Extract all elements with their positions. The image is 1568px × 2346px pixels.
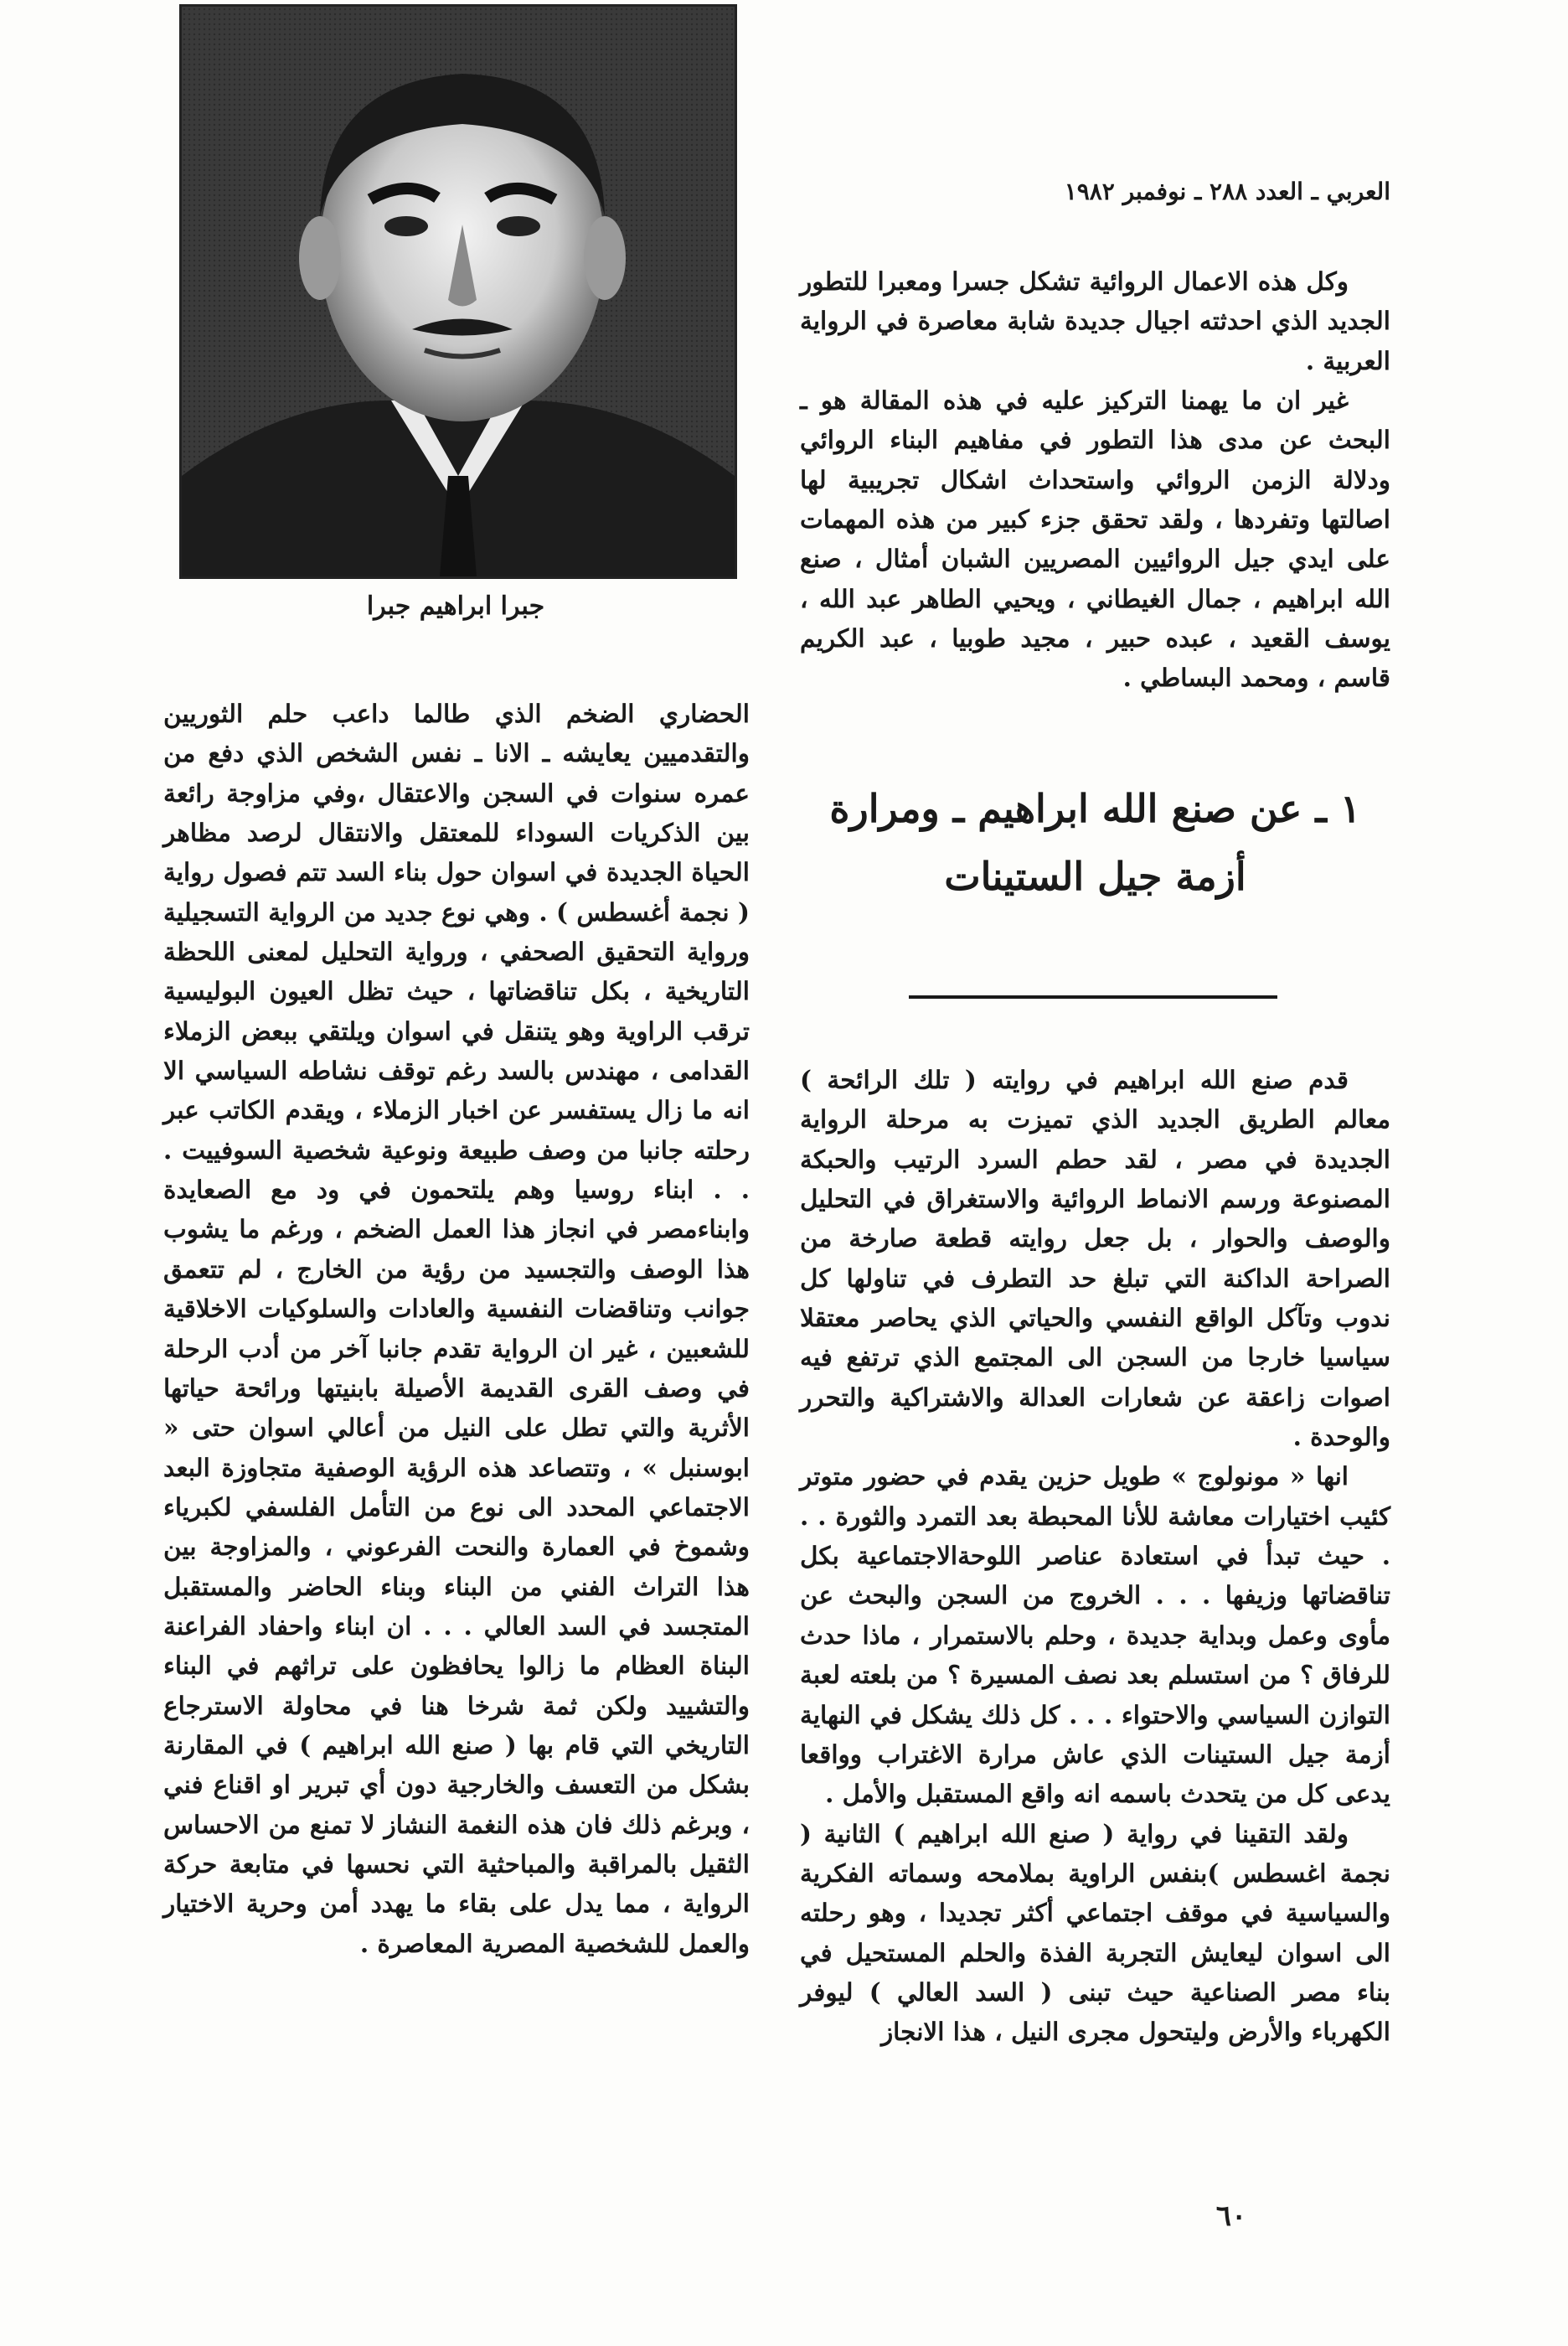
issue-header: العربي ـ العدد ٢٨٨ ـ نوفمبر ١٩٨٢ bbox=[1064, 178, 1390, 205]
author-photo bbox=[179, 4, 737, 579]
body-paragraph: قدم صنع الله ابراهيم في روايته ( تلك الرائحة ) معالم الطريق الجديد الذي تميزت به مرحلة الرواية الجديدة في مصر ، لقد حطم السرد الرتيب والحبكة المصنوعة ورسم الانماط الروائية والاستغراق في التحليل والوصف والحوار ، بل جعل روايته قطعة صارخة من الصراحة الداكنة التي تبلغ حد التطرف في تناولها كل ندوب وتآكل الواقع النفسي والحياتي الذي يحاصر معتقلا سياسيا خارجا من السجن الى المجتمع الذي ترتفع فيه اصوات زاعقة عن شعارات العدالة والاشتراكية والتحرر والوحدة . bbox=[800, 1065, 1390, 1452]
right-column-intro bbox=[800, 261, 1390, 698]
photo-caption: جبرا ابراهيم جبرا bbox=[366, 592, 545, 621]
right-column-body bbox=[800, 1060, 1390, 2052]
intro-paragraph: غير ان ما يهمنا التركيز عليه في هذه المقالة هو ـ البحث عن مدى هذا التطور في مفاهيم البناء الروائي ودلالة الزمن الروائي واستحداث اشكال تجريبية لها اصالتها وتفردها ، ولقد تحقق جزء كبير من هذه المهمات على ايدي جيل الروائيين المصريين الشبان أمثال ، صنع الله ابراهيم ، جمال الغيطاني ، ويحيي الطاهر عبد الله ، يوسف القعيد ، عبده حبير ، مجيد طوبيا ، عبد الكريم قاسم ، ومحمد البساطي . bbox=[800, 385, 1390, 693]
heading-divider bbox=[909, 995, 1277, 999]
page-number: ٦٠ bbox=[1215, 2199, 1247, 2233]
intro-paragraph: وكل هذه الاعمال الروائية تشكل جسرا ومعبرا للتطور الجديد الذي احدثته اجيال جديدة شابة معاصرة في الرواية العربية . bbox=[800, 266, 1390, 375]
portrait-image bbox=[182, 7, 735, 576]
body-paragraph: ولقد التقينا في رواية ( صنع الله ابراهيم ) الثانية ( نجمة اغسطس )بنفس الراوية بملامحه وسماته الفكرية والسياسية في موقف اجتماعي أكثر تجديدا ، وهو رحلته الى اسوان ليعايش التجربة الفذة والحلم المستحيل في بناء مصر الصناعية حيث تبنى ( السد العالي ) ليوفر الكهرباء والأرض وليتحول مجرى النيل ، هذا الانجاز bbox=[800, 1818, 1390, 2047]
body-paragraph: انها « مونولوج » طويل حزين يقدم في حضور متوتر كئيب اختيارات معاشة للأنا المحبطة بعد التمرد والثورة . . . حيث تبدأ في استعادة عناصر اللوحةالاجتماعية بكل تناقضاتها وزيفها . . . الخروج من السجن والبحث عن مأوى وعمل وبداية جديدة ، وحلم بالاستمرار ، ماذا حدث للرفاق ؟ من استسلم بعد نصف المسيرة ؟ من بلعته لعبة التوازن السياسي والاحتواء . . . كل ذلك يشكل في النهاية أزمة جيل الستينات الذي عاش مرارة الاغتراب وواقعا يدعى كل من يتحدث باسمه انه واقع المستقبل والأمل . bbox=[800, 1461, 1390, 1809]
body-paragraph: الحضاري الضخم الذي طالما داعب حلم الثوريين والتقدميين يعايشه ـ الانا ـ نفس الشخص الذي دفع من عمره سنوات في السجن والاعتقال ،وفي مزاوجة رائعة بين الذكريات السوداء للمعتقل والانتقال لرصد مظاهر الحياة الجديدة في اسوان حول بناء السد تتم فصول رواية ( نجمة أغسطس ) . وهي نوع جديد من الرواية التسجيلية ورواية التحقيق الصحفي ، ورواية التحليل لمعنى اللحظة التاريخية ، بكل تناقضاتها ، حيث تظل العيون البوليسية ترقب الراوية وهو يتنقل في اسوان ويلتقي ببعض الزملاء القدامى ، مهندس بالسد رغم توقف نشاطه السياسي الا انه ما زال يستفسر عن اخبار الزملاء ، ويقدم الكاتب عبر رحلته جانبا من وصف طبيعة ونوعية شخصية السوفييت . . . ابناء روسيا وهم يلتحمون في ود مع الصعايدة وابناءمصر في انجاز هذا العمل الضخم ، ورغم ما يشوب هذا الوصف والتجسيد من رؤية من الخارج ، لم تتعمق جوانب وتناقضات النفسية والعادات والسلوكيات الاخلاقية للشعبين ، غير ان الرواية تقدم جانبا آخر من أدب الرحلة في وصف القرى القديمة الأصيلة بابنيتها ورائحة حياتها الأثرية والتي تطل على النيل من أعالي اسوان حتى « ابوسنبل » ، وتتصاعد هذه الرؤية الوصفية متجاوزة البعد الاجتماعي المحدد الى نوع من التأمل الفلسفي لكبرياء وشموخ في العمارة والنحت الفرعوني ، والمزاوجة بين هذا التراث الفني من البناء وبناء الحاضر والمستقبل المتجسد في السد العالي . . . ان ابناء واحفاد الفراعنة البناة العظام ما زالوا يحافظون على تراثهم في البناء والتشييد ولكن ثمة شرخا هنا في محاولة الاسترجاع التاريخي التي قام بها ( صنع الله ابراهيم ) في المقارنة بشكل من التعسف والخارجية دون أي تبرير او اقناع فني ، وبرغم ذلك فان هذه النغمة النشاز لا تمنع من الاحساس الثقيل بالمراقبة والمباحثية التي نحسها في متابعة حركة الرواية ، مما يدل على بقاء ما يهدد أمن وحرية الاختيار والعمل للشخصية المصرية المعاصرة . bbox=[163, 699, 750, 1958]
section-heading: ١ ـ عن صنع الله ابراهيم ـ ومرارة أزمة جيل الستينات bbox=[829, 786, 1361, 899]
left-column-body bbox=[163, 694, 750, 1963]
